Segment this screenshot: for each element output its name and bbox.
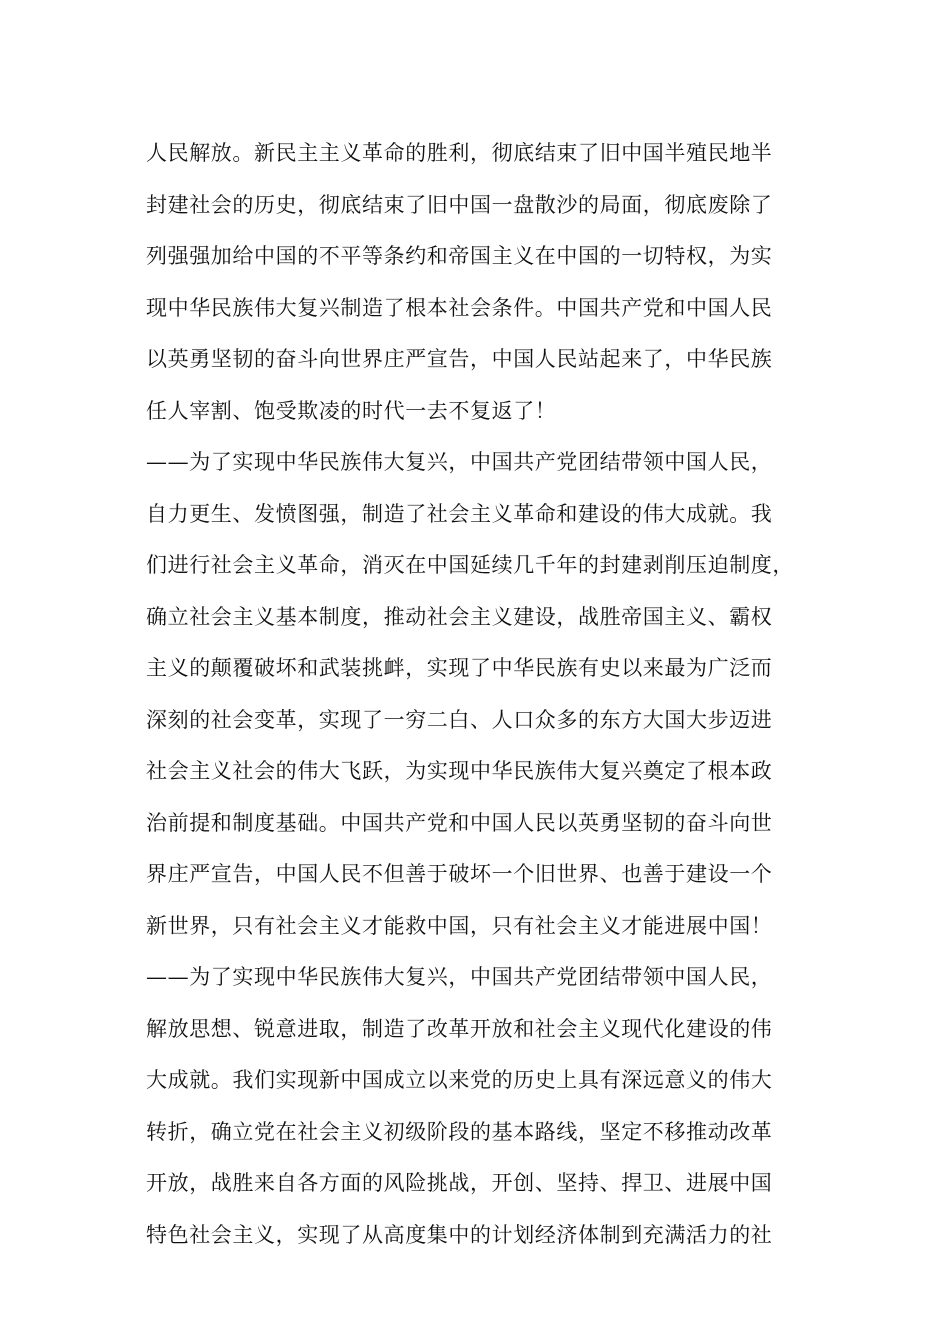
text-line: 们进行社会主义革命，消灭在中国延续几千年的封建剥削压迫制度，: [146, 553, 794, 577]
text-line: 社会主义社会的伟大飞跃，为实现中华民族伟大复兴奠定了根本政: [146, 759, 773, 783]
text-line: 新世界，只有社会主义才能救中国，只有社会主义才能进展中国！: [146, 913, 773, 938]
text-line: 界庄严宣告，中国人民不但善于破坏一个旧世界、也善于建设一个: [146, 862, 773, 886]
text-line: 治前提和制度基础。中国共产党和中国人民以英勇坚韧的奋斗向世: [146, 810, 773, 835]
text-line: 转折，确立党在社会主义初级阶段的基本路线，坚定不移推动改革: [146, 1119, 773, 1144]
text-line: 人民解放。新民主主义革命的胜利，彻底结束了旧中国半殖民地半: [146, 141, 773, 165]
text-line: 任人宰割、饱受欺凌的时代一去不复返了！: [146, 398, 557, 423]
text-line: 确立社会主义基本制度，推动社会主义建设，战胜帝国主义、霸权: [146, 604, 773, 629]
text-line: 开放，战胜来自各方面的风险挑战，开创、坚持、捍卫、进展中国: [146, 1171, 773, 1195]
text-line: ——为了实现中华民族伟大复兴，中国共产党团结带领中国人民，: [146, 450, 773, 474]
text-line: 现中华民族伟大复兴制造了根本社会条件。中国共产党和中国人民: [146, 295, 773, 320]
text-line: 封建社会的历史，彻底结束了旧中国一盘散沙的局面，彻底废除了: [146, 192, 773, 217]
text-line: 以英勇坚韧的奋斗向世界庄严宣告，中国人民站起来了，中华民族: [146, 347, 773, 371]
text-line: 解放思想、锐意进取，制造了改革开放和社会主义现代化建设的伟: [146, 1016, 773, 1041]
text-line: 深刻的社会变革，实现了一穷二白、人口众多的东方大国大步迈进: [146, 707, 773, 732]
text-line: 列强强加给中国的不平等条约和帝国主义在中国的一切特权，为实: [146, 244, 773, 268]
text-line: 大成就。我们实现新中国成立以来党的历史上具有深远意义的伟大: [146, 1068, 773, 1092]
text-line: ——为了实现中华民族伟大复兴，中国共产党团结带领中国人民，: [146, 965, 773, 989]
body-text: [146, 128, 816, 1261]
text-line: 主义的颠覆破坏和武装挑衅，实现了中华民族有史以来最为广泛而: [146, 656, 773, 680]
text-line: 自力更生、发愤图强，制造了社会主义革命和建设的伟大成就。我: [146, 501, 773, 526]
text-line: 特色社会主义，实现了从高度集中的计划经济体制到充满活力的社: [146, 1222, 773, 1247]
